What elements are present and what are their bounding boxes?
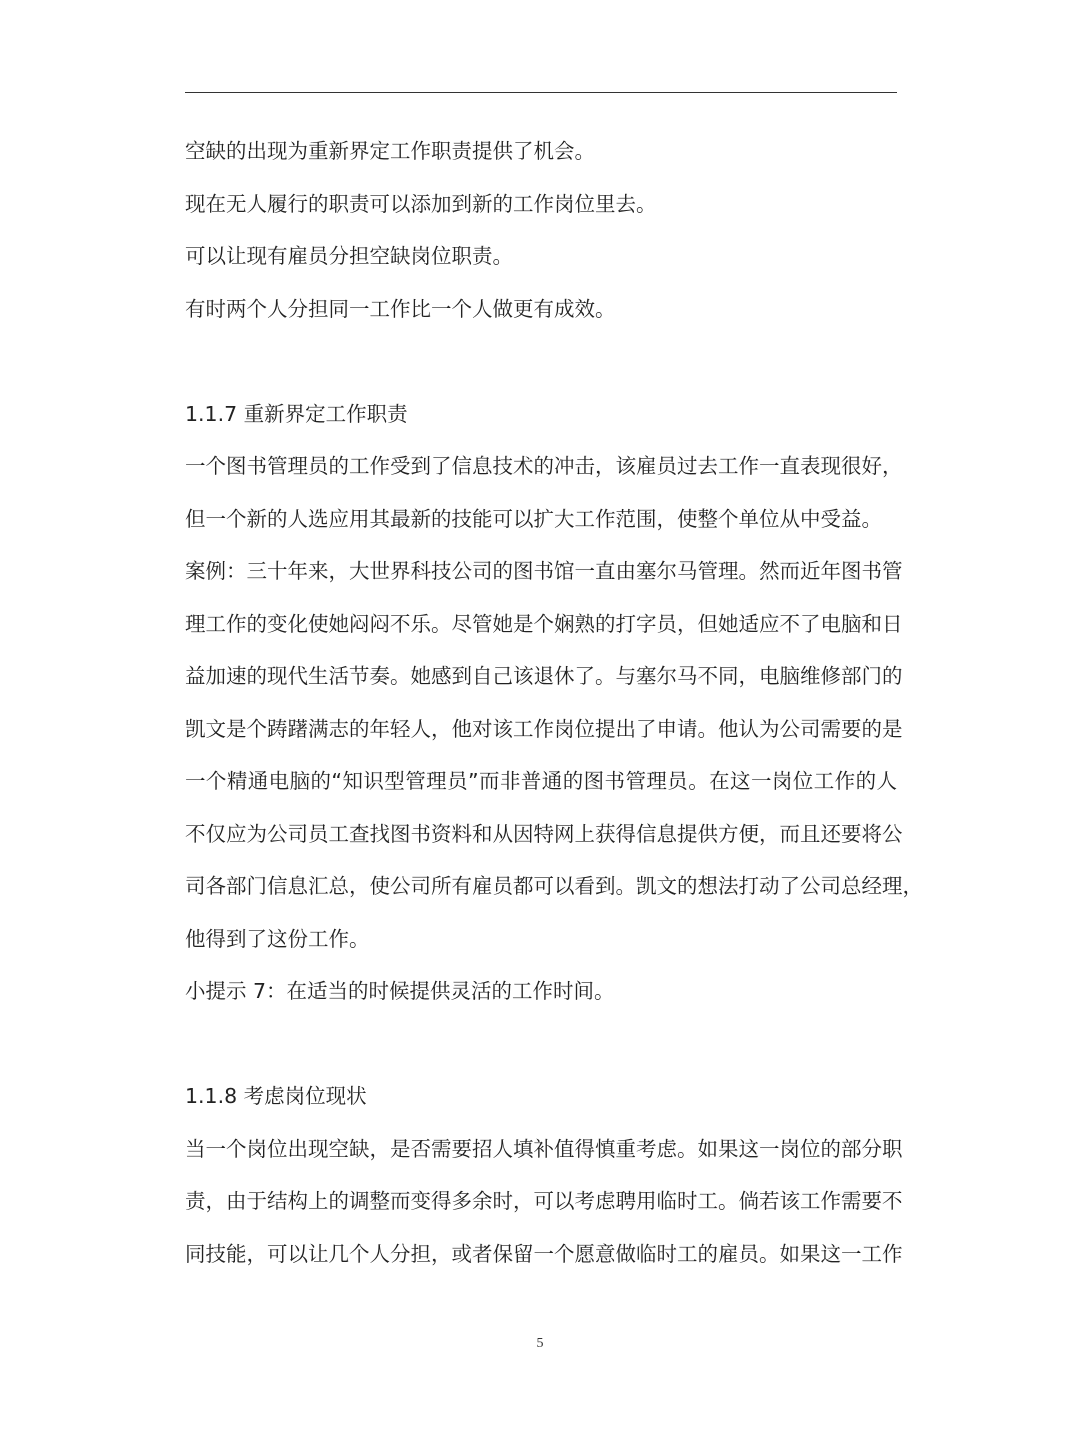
paragraph-line: 同技能，可以让几个人分担，或者保留一个愿意做临时工的雇员。如果这一工作 xyxy=(185,1241,903,1266)
paragraph-line: 责，由于结构上的调整而变得多余时，可以考虑聘用临时工。倘若该工作需要不 xyxy=(185,1189,903,1213)
tip-line: 小提示 7：在适当的时候提供灵活的工作时间。 xyxy=(185,979,615,1003)
paragraph-line: 可以让现有雇员分担空缺岗位职责。 xyxy=(185,244,513,268)
paragraph-line: 当一个岗位出现空缺，是否需要招人填补值得慎重考虑。如果这一岗位的部分职 xyxy=(185,1136,903,1161)
page-body xyxy=(185,125,923,1280)
paragraph-line: 不仅应为公司员工查找图书资料和从因特网上获得信息提供方便，而且还要将公 xyxy=(185,821,903,846)
paragraph-line: 但一个新的人选应用其最新的技能可以扩大工作范围，使整个单位从中受益。 xyxy=(185,506,882,531)
section-heading: 1.1.8 考虑岗位现状 xyxy=(185,1084,367,1108)
paragraph-line: 空缺的出现为重新界定工作职责提供了机会。 xyxy=(185,139,595,163)
paragraph-line: 凯文是个踌躇满志的年轻人，他对该工作岗位提出了申请。他认为公司需要的是 xyxy=(185,716,903,741)
paragraph-line: 现在无人履行的职责可以添加到新的工作岗位里去。 xyxy=(185,191,657,216)
paragraph-line: 案例：三十年来，大世界科技公司的图书馆一直由塞尔马管理。然而近年图书管 xyxy=(185,559,903,583)
section-gap xyxy=(185,1018,897,1071)
paragraph-line: 他得到了这份工作。 xyxy=(185,926,370,951)
paragraph-line: 益加速的现代生活节奏。她感到自己该退休了。与塞尔马不同，电脑维修部门的 xyxy=(185,664,903,688)
section-heading: 1.1.7 重新界定工作职责 xyxy=(185,401,408,426)
paragraph-line: 有时两个人分担同一工作比一个人做更有成效。 xyxy=(185,296,616,321)
paragraph-line: 理工作的变化使她闷闷不乐。尽管她是个娴熟的打字员，但她适应不了电脑和日 xyxy=(185,611,903,636)
page-number: 5 xyxy=(536,1336,544,1351)
paragraph-line: 司各部门信息汇总，使公司所有雇员都可以看到。凯文的想法打动了公司总经理， xyxy=(185,874,923,898)
paragraph-line: 一个图书管理员的工作受到了信息技术的冲击，该雇员过去工作一直表现很好， xyxy=(185,454,903,478)
paragraph-line: 一个精通电脑的“知识型管理员”而非普通的图书管理员。在这一岗位工作的人 xyxy=(185,769,897,793)
header-rule xyxy=(185,92,897,93)
section-gap xyxy=(185,335,897,388)
